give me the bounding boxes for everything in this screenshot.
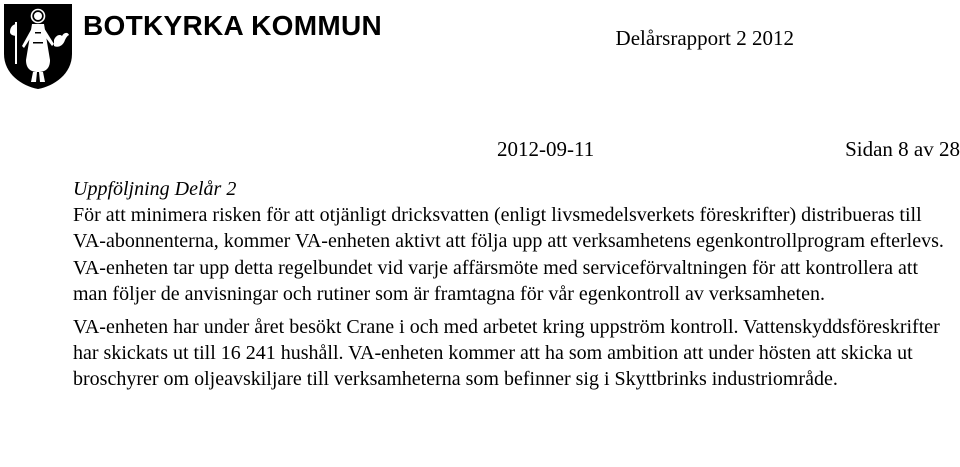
paragraph: För att minimera risken för att otjänligt dricksvatten (enligt livsmedelsverkets föreskrifter) distribueras till VA-abonnenterna, kommer VA-enheten aktivt att följa upp att verksamhetens egenkontrollprogram efterlevs. VA-enheten tar upp detta regelbundet vid varje affärsmöte med serviceförvaltningen för att kontrollera att man följer de anvisningar och rutiner som är framtagna för vår egenkontroll av verksamheten. xyxy=(73,204,944,306)
section-title: Uppföljning Delår 2 xyxy=(73,178,237,200)
organization-name: BOTKYRKA KOMMUN xyxy=(83,10,382,41)
report-date: 2012-09-11 xyxy=(497,137,595,161)
document-body xyxy=(73,177,953,393)
page-number: Sidan 8 av 28 xyxy=(845,137,960,161)
report-title: Delårsrapport 2 2012 xyxy=(615,26,794,50)
paragraph: VA-enheten har under året besökt Crane i och med arbetet kring uppström kontroll. Vattenskyddsföreskrifter har skickats ut till 16 241 hushåll. VA-enheten kommer att ha som ambition att under hösten att skicka ut broschyrer om oljeavskiljare till verksamheterna som befinner sig i Skyttbrinks industriområde. xyxy=(73,315,940,391)
municipal-coat-of-arms-icon xyxy=(2,2,74,90)
